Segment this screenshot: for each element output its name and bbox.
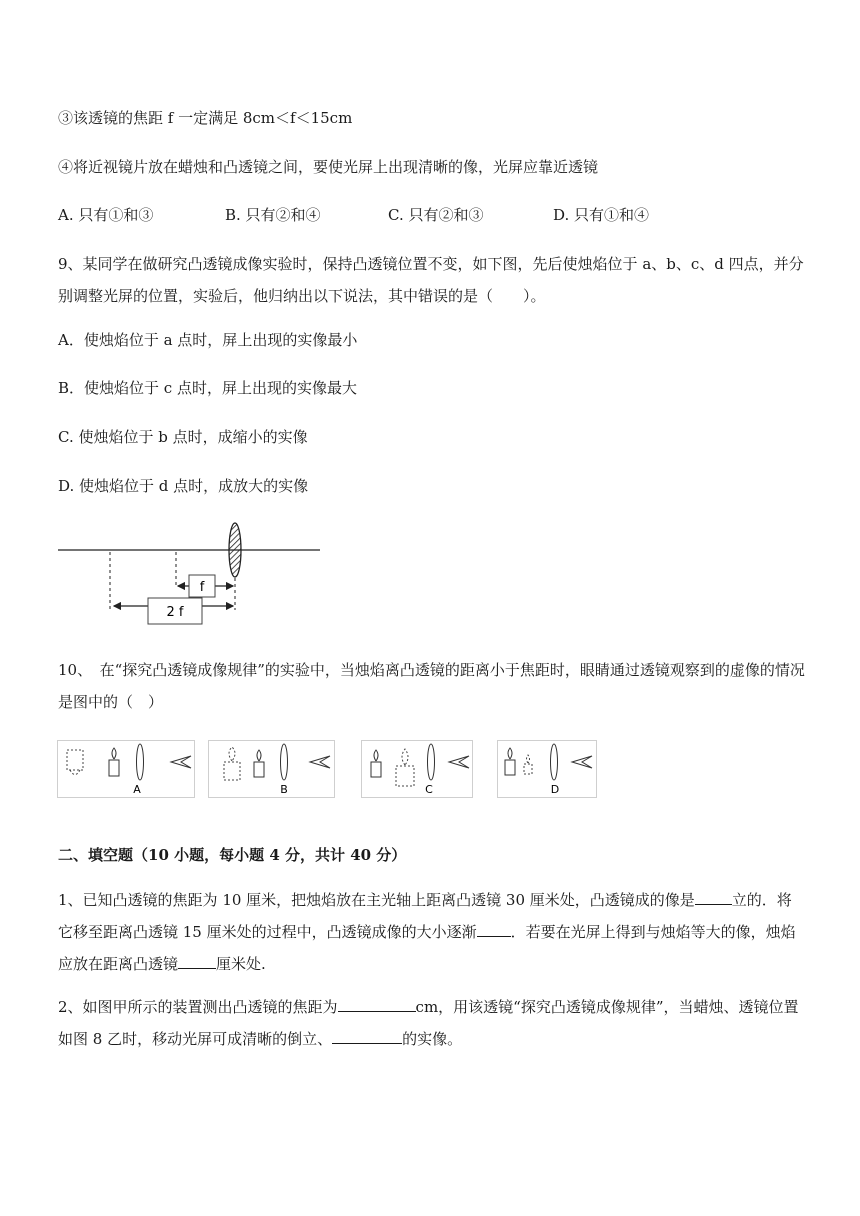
convex-lens xyxy=(229,523,241,577)
q10-figure-b xyxy=(208,740,335,798)
fill1-text-4: 厘米处. xyxy=(216,955,266,973)
fill2-text-2: cm，用该透镜“探究凸透镜成像规律”，当蜡烛、透镜位置如图 8 乙时，移动光屏可成清晰的倒立、 xyxy=(58,998,799,1048)
q10-choice-b: B xyxy=(280,783,288,796)
q9-option-a: A．使烛焰位于 a 点时，屏上出现的实像最小 xyxy=(58,331,358,349)
q10-choice-c: C xyxy=(425,783,433,796)
label-2f: 2 f xyxy=(166,605,184,620)
q9-option-c: C. 使烛焰位于 b 点时，成缩小的实像 xyxy=(58,428,308,446)
q8-options xyxy=(58,205,649,225)
fill1-text-3: ．若要在光屏上得到与烛焰等大的像，烛焰应放在距离凸透镜 xyxy=(58,923,796,973)
q9-option-b: B．使烛焰位于 c 点时，屏上出现的实像最大 xyxy=(58,379,357,397)
label-f: f xyxy=(199,580,205,595)
q9-lens-diagram xyxy=(56,518,326,628)
q10-figure-c xyxy=(361,740,473,798)
q8-statement-4: ④将近视镜片放在蜡烛和凸透镜之间，要使光屏上出现清晰的像，光屏应靠近透镜 xyxy=(58,158,599,176)
fill1-text-1: 1、已知凸透镜的焦距为 10 厘米，把烛焰放在主光轴上距离凸透镜 30 厘米处，凸透镜成的像是 xyxy=(58,891,695,909)
q9-option-d: D. 使烛焰位于 d 点时，成放大的实像 xyxy=(58,477,309,495)
q10-figure-d xyxy=(497,740,597,798)
fill-question-2 xyxy=(58,991,806,1055)
q10-figure-a xyxy=(57,740,195,798)
q8-statement-3: ③该透镜的焦距 f 一定满足 8cm＜f＜15cm xyxy=(58,109,353,127)
q10-choice-d: D xyxy=(550,783,560,796)
q8-option-d: D. 只有①和④ xyxy=(553,206,650,224)
fill1-blank-2[interactable] xyxy=(477,920,511,937)
fill2-text-3: 的实像。 xyxy=(402,1030,463,1048)
q8-option-b: B. 只有②和④ xyxy=(225,206,321,224)
fill-question-1 xyxy=(58,884,806,980)
fill1-blank-1[interactable] xyxy=(695,888,732,905)
fill2-blank-2[interactable] xyxy=(332,1027,402,1044)
fill1-blank-3[interactable] xyxy=(178,952,216,969)
q8-option-c: C. 只有②和③ xyxy=(388,206,484,224)
q9-stem: 9、某同学在做研究凸透镜成像实验时，保持凸透镜位置不变，如下图，先后使烛焰位于 a、b、c、d 四点，并分别调整光屏的位置，实验后，他归纳出以下说法，其中错误的是（ ）。 xyxy=(58,255,804,305)
q10-choice-a: A xyxy=(133,783,141,796)
fill1-text-2: 立的．将它移至距离凸透镜 15 厘米处的过程中，凸透镜成像的大小逐渐 xyxy=(58,891,792,941)
q8-option-a: A. 只有①和③ xyxy=(58,206,154,224)
section-2-heading: 二、填空题（10 小题，每小题 4 分，共计 40 分） xyxy=(58,846,407,864)
q10-stem: 10、 在“探究凸透镜成像规律”的实验中，当烛焰离凸透镜的距离小于焦距时，眼睛通过透镜观察到的虚像的情况是图中的（ ） xyxy=(58,661,805,711)
fill2-text-1: 2、如图甲所示的装置测出凸透镜的焦距为 xyxy=(58,998,338,1016)
fill2-blank-1[interactable] xyxy=(338,995,416,1012)
